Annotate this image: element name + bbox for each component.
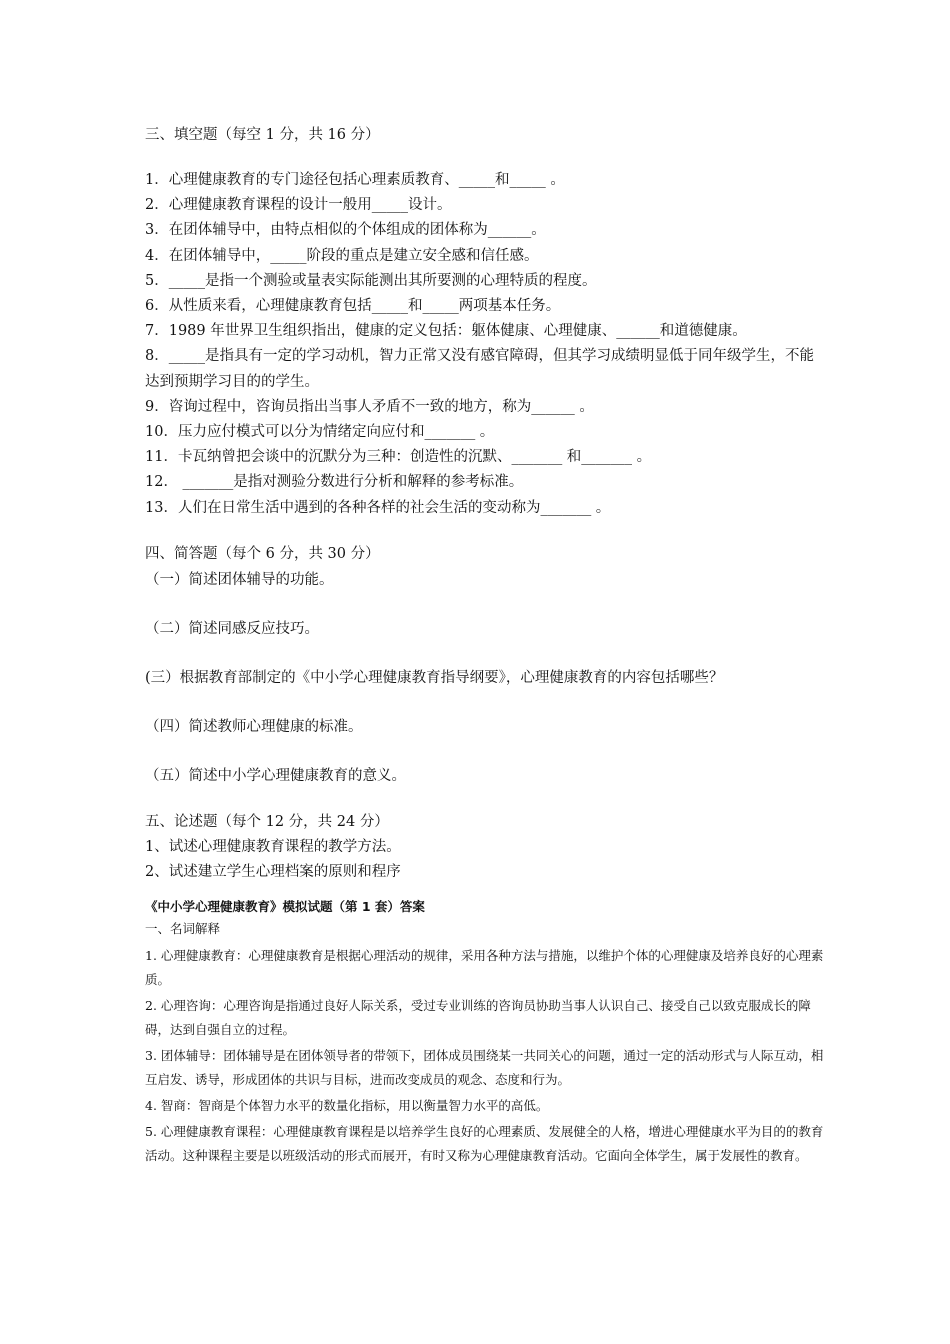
fill-in-question: 3．在团体辅导中，由特点相似的个体组成的团体称为______。 — [145, 222, 546, 239]
answer-key-subheading: 一、名词解释 — [145, 921, 221, 936]
short-answer-question: （一）简述团体辅导的功能。 — [145, 571, 334, 588]
section-3-heading: 三、填空题（每空 1 分，共 16 分） — [145, 127, 380, 143]
fill-in-question: 6．从性质来看，心理健康教育包括_____和_____两项基本任务。 — [145, 298, 561, 315]
fill-in-question: 7．1989 年世界卫生组织指出，健康的定义包括：躯体健康、心理健康、______和道德健康。 — [145, 323, 747, 340]
definition-item: 3. 团体辅导：团体辅导是在团体领导者的带领下，团体成员围绕某一共同关心的问题，通过一定的活动形式与人际互动，相互启发、诱导，形成团体的共识与目标，进而改变成员的观念、态度和行为。 — [145, 1048, 824, 1087]
section-4-heading: 四、简答题（每个 6 分，共 30 分） — [145, 545, 380, 562]
short-answer-question: （四）简述教师心理健康的标准。 — [145, 718, 363, 735]
fill-in-question: 12． _______是指对测验分数进行分析和解释的参考标准。 — [145, 474, 524, 491]
definition-item: 2. 心理咨询：心理咨询是指通过良好人际关系，受过专业训练的咨询员协助当事人认识自己、接受自己以致克服成长的障碍，达到自强自立的过程。 — [145, 998, 811, 1037]
essay-question: 1、试述心理健康教育课程的教学方法。 — [145, 838, 401, 855]
fill-in-question: 8．_____是指具有一定的学习动机，智力正常又没有感官障碍，但其学习成绩明显低于同年级学生，不能达到预期学习目的的学生。 — [145, 348, 814, 390]
fill-in-question: 11．卡瓦纳曾把会谈中的沉默分为三种：创造性的沉默、_______ 和_______ 。 — [145, 449, 652, 466]
short-answer-question: (三）根据教育部制定的《中小学心理健康教育指导纲要》，心理健康教育的内容包括哪些？ — [145, 669, 724, 686]
fill-in-question: 4．在团体辅导中，_____阶段的重点是建立安全感和信任感。 — [145, 247, 539, 264]
fill-in-question: 1．心理健康教育的专门途径包括心理素质教育、_____和_____ 。 — [145, 172, 565, 188]
short-answer-question: （二）简述同感反应技巧。 — [145, 620, 319, 637]
fill-in-question: 2．心理健康教育课程的设计一般用_____设计。 — [145, 197, 452, 214]
fill-in-question: 5．_____是指一个测验或量表实际能测出其所要测的心理特质的程度。 — [145, 272, 597, 289]
fill-in-question: 9．咨询过程中，咨询员指出当事人矛盾不一致的地方，称为______ 。 — [145, 398, 594, 415]
fill-in-blank-list — [145, 168, 825, 521]
exam-questions — [145, 122, 825, 885]
answer-key — [145, 896, 825, 1170]
answer-key-title: 《中小学心理健康教育》模拟试题（第 1 套）答案 — [145, 899, 425, 914]
fill-in-question: 10．压力应付模式可以分为情绪定向应付和_______ 。 — [145, 424, 495, 441]
definition-item: 1. 心理健康教育：心理健康教育是根据心理活动的规律，采用各种方法与措施，以维护个体的心理健康及培养良好的心理素质。 — [145, 948, 824, 987]
short-answer-question: （五）简述中小学心理健康教育的意义。 — [145, 767, 406, 784]
section-5-heading: 五、论述题（每个 12 分，共 24 分） — [145, 813, 389, 830]
fill-in-question: 13．人们在日常生活中遇到的各种各样的社会生活的变动称为_______ 。 — [145, 499, 611, 516]
essay-question: 2、试述建立学生心理档案的原则和程序 — [145, 863, 401, 880]
definition-item: 5. 心理健康教育课程：心理健康教育课程是以培养学生良好的心理素质、发展健全的人格，增进心理健康水平为目的的教育活动。这种课程主要是以班级活动的形式而展开，有时又称为心理健康教育活动。它面向全体学生，属于发展性的教育。 — [145, 1124, 824, 1163]
definition-item: 4. 智商：智商是个体智力水平的数量化指标，用以衡量智力水平的高低。 — [145, 1098, 549, 1113]
